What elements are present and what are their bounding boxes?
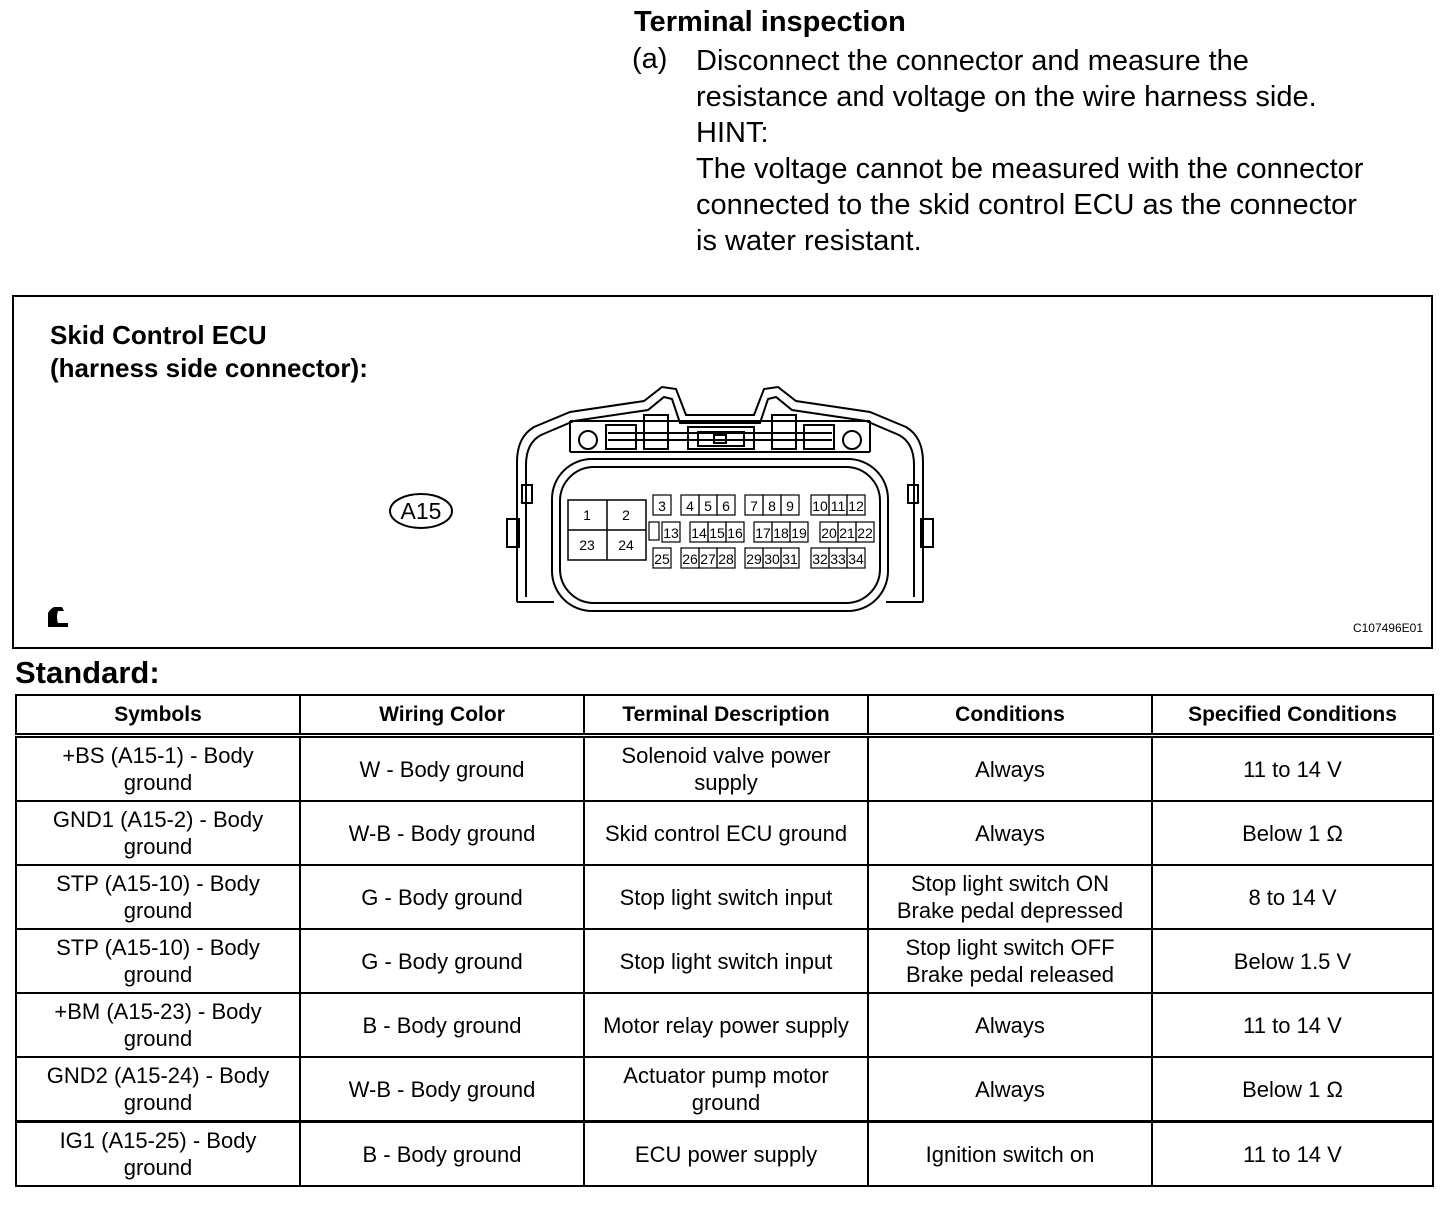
terminal-label: 22	[857, 525, 873, 541]
cell-line: Brake pedal released	[906, 962, 1114, 987]
cell-line: Skid control ECU ground	[604, 820, 848, 846]
cell-line: ground	[123, 1155, 193, 1180]
step-line: resistance and voltage on the wire harness side.	[696, 81, 1317, 113]
table-row	[16, 929, 1433, 993]
terminal-label: 24	[618, 537, 634, 553]
terminal-label: 32	[812, 551, 828, 567]
wiring-cell: W-B - Body ground	[300, 801, 584, 865]
connector-label: A15	[400, 498, 442, 524]
spec-cell: 11 to 14 V	[1152, 993, 1433, 1057]
condition-cell	[868, 1057, 1152, 1122]
terminal-label: 4	[686, 498, 694, 514]
hint-label: HINT:	[696, 117, 769, 149]
table-row	[16, 865, 1433, 929]
symbol-cell	[16, 736, 300, 802]
terminal-label: 30	[764, 551, 780, 567]
table-row	[16, 736, 1433, 802]
cell-line: +BM (A15-23) - Body	[54, 999, 262, 1024]
terminal-label: 9	[786, 498, 794, 514]
terminal-label: 20	[821, 525, 837, 541]
terminal-label: 31	[782, 551, 798, 567]
condition-cell	[868, 736, 1152, 802]
cell-line: Motor relay power supply	[603, 1012, 849, 1038]
terminal-label: 19	[791, 525, 807, 541]
terminal-label: 17	[755, 525, 771, 541]
table-row	[16, 1057, 1433, 1122]
spec-table	[15, 694, 1434, 1187]
table-row	[16, 801, 1433, 865]
wiring-cell: W - Body ground	[300, 736, 584, 802]
connector-figure	[12, 295, 1433, 649]
column-header: Specified Conditions	[1152, 695, 1433, 736]
cell-line: Always	[975, 756, 1045, 782]
figure-title-line: Skid Control ECU	[50, 320, 267, 350]
cell-line: STP (A15-10) - Body	[56, 935, 260, 960]
cell-line: ground	[123, 898, 193, 923]
spec-cell: 8 to 14 V	[1152, 865, 1433, 929]
terminal-label: 15	[709, 525, 725, 541]
desc-cell	[584, 801, 868, 865]
symbol-cell	[16, 993, 300, 1057]
table-header-row	[16, 695, 1433, 736]
desc-cell	[584, 1122, 868, 1187]
terminal-label: 10	[812, 498, 828, 514]
terminal-label: 33	[830, 551, 846, 567]
symbol-cell	[16, 929, 300, 993]
step-label: (a)	[632, 43, 668, 75]
condition-cell	[868, 993, 1152, 1057]
terminal-label: 6	[722, 498, 730, 514]
cell-line: ground	[123, 770, 193, 795]
cell-line: Stop light switch OFF	[905, 935, 1115, 960]
cell-line: ground	[123, 962, 193, 987]
terminal-label: 12	[848, 498, 864, 514]
terminal-label: 14	[691, 525, 707, 541]
condition-cell	[868, 1122, 1152, 1187]
image-code: C107496E01	[1352, 621, 1423, 635]
cell-line: Stop light switch input	[619, 948, 833, 974]
desc-cell	[584, 993, 868, 1057]
column-header: Symbols	[16, 695, 300, 736]
cell-line: ground	[123, 1090, 193, 1115]
page-corner-icon	[48, 607, 68, 627]
symbol-cell	[16, 1057, 300, 1122]
terminal-label: 28	[718, 551, 734, 567]
cell-line: Ignition switch on	[925, 1141, 1095, 1167]
hint-line: is water resistant.	[696, 225, 922, 257]
cell-line: Solenoid valve power	[621, 743, 831, 768]
cell-line: Always	[975, 1076, 1045, 1102]
column-header: Conditions	[868, 695, 1152, 736]
hint-line: connected to the skid control ECU as the connector	[696, 189, 1357, 221]
cell-line: +BS (A15-1) - Body	[62, 743, 254, 768]
cell-line: STP (A15-10) - Body	[56, 871, 260, 896]
terminal-label: 16	[727, 525, 743, 541]
spec-cell: Below 1 Ω	[1152, 1057, 1433, 1122]
hint-line: The voltage cannot be measured with the connector	[696, 153, 1364, 185]
cell-line: Actuator pump motor	[623, 1063, 829, 1088]
cell-line: Stop light switch ON	[910, 871, 1110, 896]
table-row	[16, 1122, 1433, 1187]
terminal-label: 26	[682, 551, 698, 567]
cell-line: GND2 (A15-24) - Body	[46, 1063, 270, 1088]
cell-line: ECU power supply	[634, 1141, 818, 1167]
terminal-label: 1	[583, 507, 591, 523]
terminal-label: 3	[658, 498, 666, 514]
spec-cell: 11 to 14 V	[1152, 1122, 1433, 1187]
desc-cell	[584, 929, 868, 993]
condition-cell	[868, 865, 1152, 929]
connector-diagram	[14, 297, 1431, 647]
cell-line: ground	[691, 1090, 761, 1115]
terminal-label: 2	[622, 507, 630, 523]
cell-line: ground	[123, 1026, 193, 1051]
wiring-cell: G - Body ground	[300, 865, 584, 929]
terminal-label: 7	[750, 498, 758, 514]
column-header: Wiring Color	[300, 695, 584, 736]
connector-housing	[507, 387, 933, 611]
condition-cell	[868, 801, 1152, 865]
terminal-label: 18	[773, 525, 789, 541]
terminal-label: 25	[654, 551, 670, 567]
spec-cell: Below 1 Ω	[1152, 801, 1433, 865]
cell-line: ground	[123, 834, 193, 859]
desc-cell	[584, 865, 868, 929]
terminal-label: 34	[848, 551, 864, 567]
terminal-label: 27	[700, 551, 716, 567]
column-header: Terminal Description	[584, 695, 868, 736]
wiring-cell: B - Body ground	[300, 1122, 584, 1187]
cell-line: Always	[975, 820, 1045, 846]
terminal-label: 8	[768, 498, 776, 514]
section-title: Terminal inspection	[634, 6, 906, 38]
table-row	[16, 993, 1433, 1057]
cell-line: supply	[694, 770, 758, 795]
terminal-label: 23	[579, 537, 595, 553]
symbol-cell	[16, 801, 300, 865]
terminal-label: 11	[830, 498, 846, 514]
wiring-cell: B - Body ground	[300, 993, 584, 1057]
step-line: Disconnect the connector and measure the	[696, 45, 1249, 77]
terminal-label: 21	[839, 525, 855, 541]
desc-cell	[584, 1057, 868, 1122]
cell-line: Always	[975, 1012, 1045, 1038]
spec-cell: 11 to 14 V	[1152, 736, 1433, 802]
cell-line: IG1 (A15-25) - Body	[59, 1128, 257, 1153]
figure-title-line: (harness side connector):	[50, 353, 368, 383]
symbol-cell	[16, 865, 300, 929]
terminal-label: 13	[663, 525, 679, 541]
desc-cell	[584, 736, 868, 802]
condition-cell	[868, 929, 1152, 993]
step-text	[696, 43, 1436, 259]
cell-line: Brake pedal depressed	[896, 898, 1124, 923]
cell-line: Stop light switch input	[619, 884, 833, 910]
symbol-cell	[16, 1122, 300, 1187]
wiring-cell: W-B - Body ground	[300, 1057, 584, 1122]
spec-cell: Below 1.5 V	[1152, 929, 1433, 993]
standard-heading: Standard:	[15, 655, 160, 690]
terminal-label: 29	[746, 551, 762, 567]
cell-line: GND1 (A15-2) - Body	[52, 807, 264, 832]
wiring-cell: G - Body ground	[300, 929, 584, 993]
terminal-label: 5	[704, 498, 712, 514]
